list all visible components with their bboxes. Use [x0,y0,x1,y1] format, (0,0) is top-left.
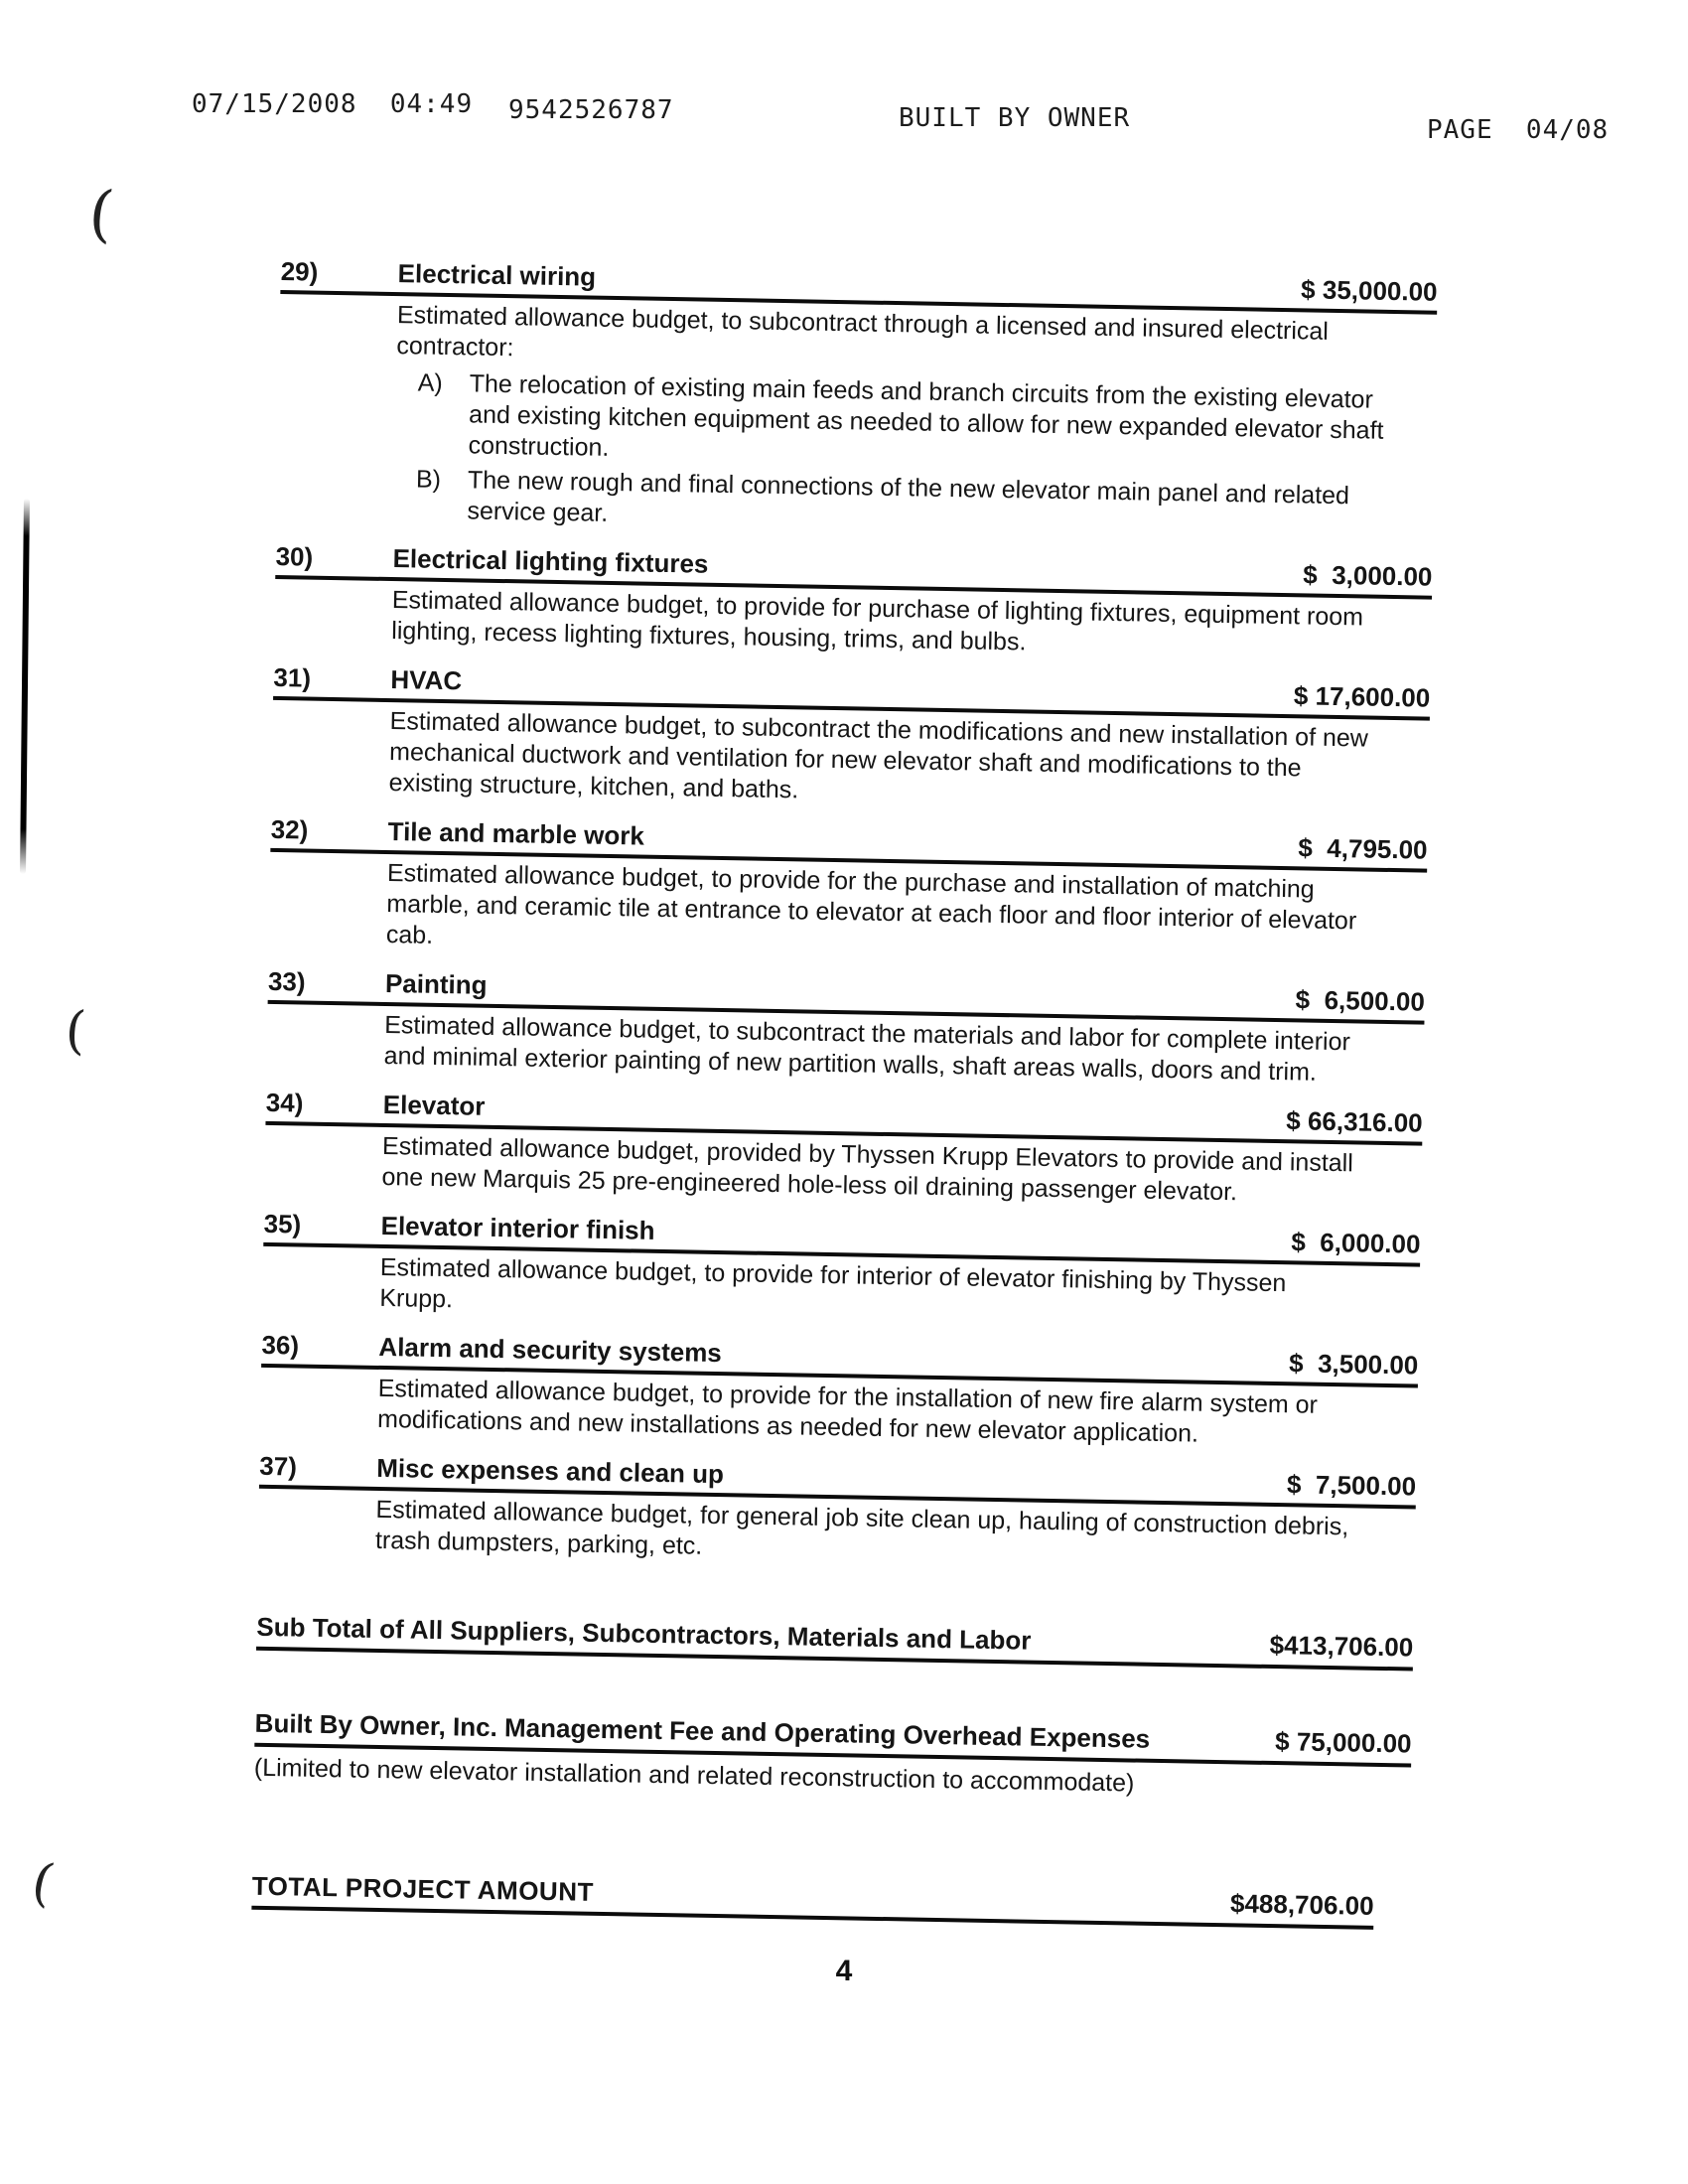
item-title: HVAC [390,664,463,696]
subitem-text: The new rough and final connections of the new elevator main panel and related service gear. [467,466,1350,527]
fax-sender-name: BUILT BY OWNER [899,103,1131,133]
subtotal-label: Sub Total of All Suppliers, Subcontractors, Materials and Labor [256,1611,1032,1656]
budget-item-34 [264,1088,1423,1212]
item-number: 36) [261,1329,300,1361]
scan-artifact-streak [20,499,30,874]
item-number: 32) [270,813,309,845]
management-fee-block [254,1708,1412,1805]
subitem-a [416,367,1435,478]
item-description: Estimated allowance budget, for general job site clean up, hauling of construction debris, trash dumpsters, parking, etc. [374,1495,1349,1560]
subitem-b [415,464,1434,543]
item-title: Tile and marble work [387,816,645,851]
management-fee-amount: $ 75,000.00 [1274,1726,1412,1759]
fax-number: 9542526787 [508,95,674,125]
item-title: Alarm and security systems [378,1331,723,1369]
item-amount: $ 66,316.00 [1286,1105,1423,1138]
scan-artifact-paren: ( [63,1000,88,1062]
item-subitems [415,367,1436,543]
item-number: 34) [265,1087,304,1118]
item-amount: $ 6,000.00 [1291,1227,1421,1259]
management-fee-note: (Limited to new elevator installation and related reconstruction to accommodate) [253,1753,1135,1798]
item-amount: $ 35,000.00 [1300,274,1438,307]
item-description: Estimated allowance budget, to subcontract the modifications and new installation of new mechanical ductwork and ventilation for new elevator shaft and modifications to the existing structure, kitchen, and baths. [388,707,1369,804]
budget-item-29 [276,256,1438,544]
item-description: Estimated allowance budget, to subcontract the materials and labor for complete interior and minimal exterior painting of new partition walls, shaft areas walls, doors and trim. [383,1010,1351,1087]
item-title: Misc expenses and clean up [376,1452,725,1490]
subitem-letter: B) [415,465,442,494]
subitem-letter: A) [417,368,443,397]
fax-datetime: 07/15/2008 04:49 [192,89,474,119]
item-amount: $ 7,500.00 [1286,1469,1417,1502]
item-number: 33) [267,965,306,997]
item-description: Estimated allowance budget, provided by Thyssen Krupp Elevators to provide and install one new Marquis 25 pre-engineered hole-less oil draining passenger elevator. [381,1131,1354,1207]
item-description: Estimated allowance budget, to provide for interior of elevator finishing by Thyssen Krupp. [379,1252,1287,1314]
budget-item-37 [258,1451,1417,1575]
item-title: Elevator interior finish [380,1210,655,1245]
item-number: 29) [280,256,319,287]
budget-item-30 [274,541,1433,665]
item-amount: $ 17,600.00 [1293,680,1431,713]
item-number: 35) [263,1208,302,1239]
item-title: Electrical wiring [397,258,597,292]
item-amount: $ 4,795.00 [1298,832,1428,865]
subtotal-amount: $413,706.00 [1269,1629,1414,1663]
subtotal-row [256,1612,1414,1672]
subitem-text: The relocation of existing main feeds and branch circuits from the existing elevator and existing kitchen equipment as needed to allow for new expanded elevator shaft construction. [468,369,1384,462]
scan-artifact-paren: ( [26,1851,60,1915]
item-description: Estimated allowance budget, to subcontract through a licensed and insured electrical contractor: [396,301,1330,363]
budget-item-32 [269,814,1428,969]
budget-item-31 [271,662,1430,817]
budget-list [251,256,1437,1930]
item-description: Estimated allowance budget, to provide for the purchase and installation of matching marble, and ceramic tile at entrance to elevator at each floor and floor interior of elevator cab. [385,859,1357,949]
budget-summary [251,1612,1413,1931]
budget-item-33 [266,966,1425,1091]
budget-item-35 [262,1209,1421,1333]
item-amount: $ 3,000.00 [1303,559,1433,592]
item-number: 37) [259,1450,298,1482]
page-number: 4 [835,1955,853,1987]
item-description: Estimated allowance budget, to provide for purchase of lighting fixtures, equipment room lighting, recess lighting fixtures, housing, trims, and bulbs. [391,586,1364,656]
item-description: Estimated allowance budget, to provide for the installation of new fire alarm system or modifications and new installations as needed for new elevator application. [376,1374,1319,1448]
fax-page-label: PAGE 04/08 [1427,115,1610,145]
management-fee-label: Built By Owner, Inc. Management Fee and Operating Overhead Expenses [254,1707,1151,1754]
total-row [251,1871,1374,1930]
item-title: Elevator [382,1089,486,1121]
item-amount: $ 6,500.00 [1295,984,1426,1017]
item-amount: $ 3,500.00 [1288,1348,1419,1381]
total-amount: $488,706.00 [1229,1888,1374,1921]
budget-item-36 [260,1330,1419,1454]
total-label: TOTAL PROJECT AMOUNT [251,1870,595,1907]
scan-artifact-paren: ( [85,175,117,251]
item-title: Electrical lighting fixtures [392,543,709,579]
item-number: 30) [275,540,314,572]
item-title: Painting [384,967,488,1000]
item-number: 31) [273,661,312,693]
